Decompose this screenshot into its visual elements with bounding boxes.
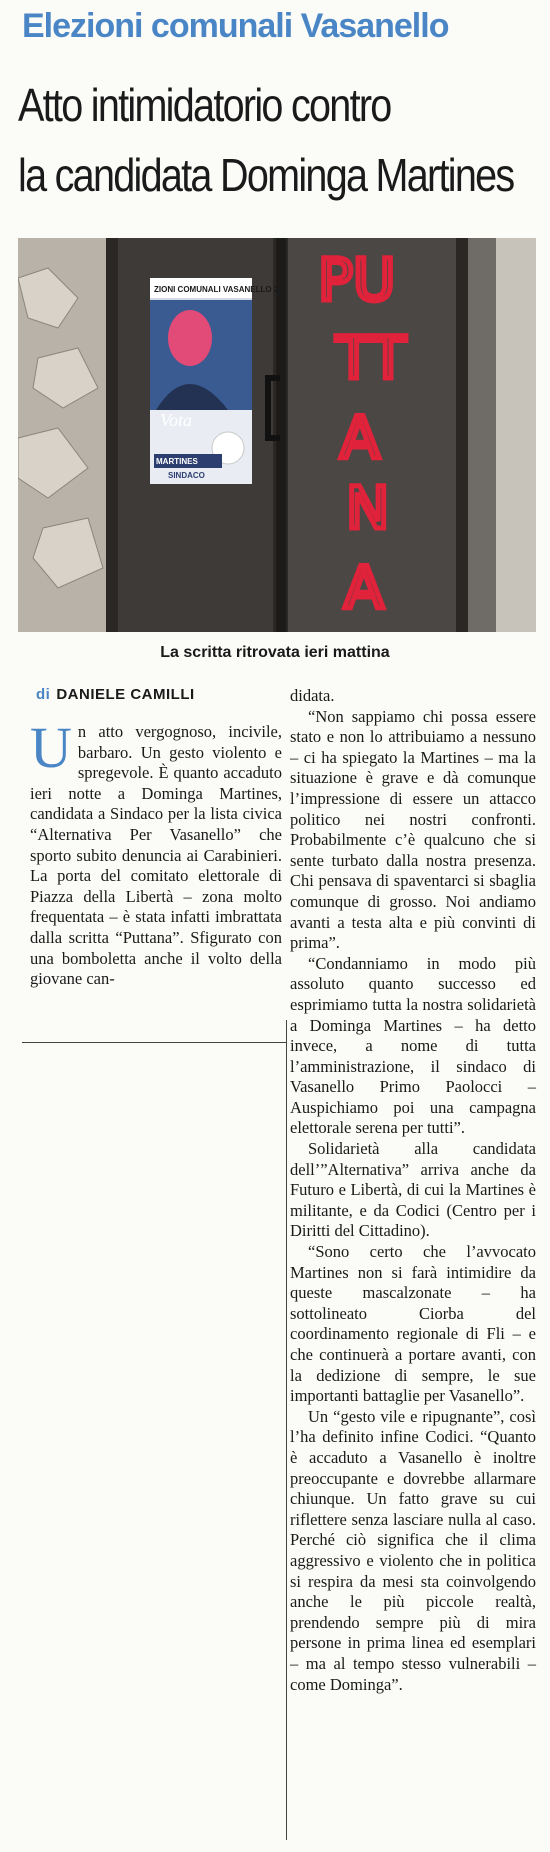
photo-caption: La scritta ritrovata ieri mattina (160, 644, 390, 661)
article-paragraph: didata. (290, 686, 335, 705)
poster-vota: Vota (160, 410, 193, 430)
headline-line-2: la candidata Dominga Martines (18, 149, 514, 201)
article-paragraph: “Sono certo che l’avvocato Martines non si farà intimidire da queste mascalzonate – ha sottolineato Ciorba del coordinamento regionale di Fli – e che continuerà a portare avanti, con la dedizione di sempre, le sue importanti battaglie per Vasanello”. (290, 1242, 536, 1406)
column-divider-horizontal (22, 1042, 286, 1043)
article-paragraph: n atto vergognoso, incivile, barbaro. Un gesto violento e spregevole. È quanto accaduto ieri notte a Dominga Martines, candidata a Sindaco per la lista civica “Alternativa Per Vasanello” che sporto subito denuncia ai Carabinieri. La porta del comitato elettorale di Piazza della Libertà – zona molto frequentata – è stata infatti imbrattata dalla scritta “Puttana”. Sfigurato con una bomboletta anche il volto della giovane can- (30, 722, 282, 989)
article-paragraph: Un “gesto vile e ripugnante”, così l’ha definito infine Codici. “Quanto è accaduto a Vasanello è inoltre preoccupante e dovrebbe allarmare chiunque. Un fatto grave su cui riflettere senza lasciare nulla al caso. Perché ciò significa che il clima aggressivo e violento che in politica si respira da mesi sta coinvolgendo anche le più piccole realtà, prendendo sempre più di mira persone in prima linea ed esemplari – ma al tempo stesso vulnerabili – come Dominga”. (290, 1406, 536, 1694)
article-paragraph: Solidarietà alla candidata dell’”Alternativa” arriva anche da Futuro e Libertà, di cui la Martines è militante, e da Codici (Centro per i Diritti del Cittadino). (290, 1139, 536, 1241)
article-column-right (290, 686, 536, 1695)
drop-cap: U (30, 715, 72, 780)
svg-text:TT: TT (336, 324, 406, 392)
headline-line-1: Atto intimidatorio contro (18, 79, 391, 131)
section-kicker: Elezioni comunali Vasanello (22, 7, 449, 45)
poster-role: SINDACO (168, 471, 205, 480)
byline (36, 686, 195, 703)
column-divider-vertical (286, 1020, 287, 1840)
article-column-left (30, 715, 282, 990)
article-paragraph: “Condanniamo in modo più assoluto quanto successo ed esprimiamo tutta la nostra solidarietà a Dominga Martines – ha detto invece, a nome di tutta l’amministrazione, il sindaco di Vasanello Primo Paolocci – Auspichiamo poi una campagna elettorale serena per tutti”. (290, 953, 536, 1138)
svg-text:PU: PU (318, 246, 396, 314)
svg-text:N: N (346, 474, 390, 542)
svg-text:A: A (344, 554, 384, 622)
headline (18, 70, 514, 210)
svg-text:A: A (340, 404, 380, 472)
article-paragraph: “Non sappiamo chi possa essere stato e non lo attribuiamo a nessuno – ci ha spiegato la Martines – ma la situazione è grave e dà comunque l’impressione di essere un attacco politico nei nostri confronti. Probabilmente c’è qualcuno che si sente turbato dalla nostra presenza. Chi pensava di spaventarci si sbaglia comunque di grosso. Noi andiamo avanti a testa alta e più convinti di prima”. (290, 706, 536, 953)
poster-name: MARTINES (156, 457, 198, 466)
article-photo (18, 238, 536, 632)
poster-header: ZIONI COMUNALI VASANELLO 20 (154, 285, 283, 294)
byline-prefix: di (36, 686, 51, 703)
byline-author: DANIELE CAMILLI (56, 686, 195, 703)
door-graffiti-illustration (18, 238, 536, 632)
